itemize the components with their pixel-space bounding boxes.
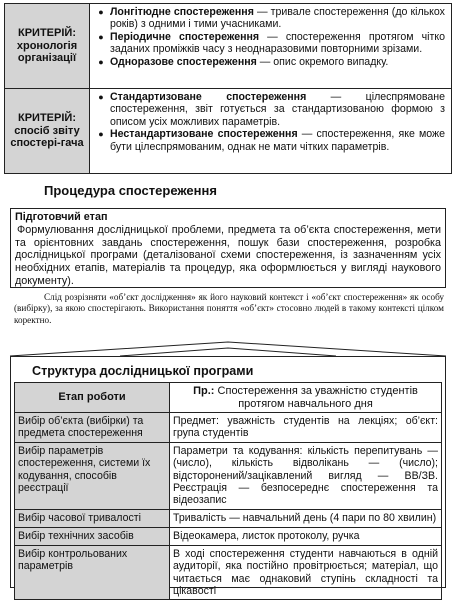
example-cell: Параметри та кодування: кількість перепитувань — (число), кількість відволікань — (число); відсторонений/зацікавлений вигляд — ВВ/ЗВ. Реєстрація — безпосереднє спостереження та відеозапис — [170, 442, 442, 509]
bullet-icon: ● — [98, 56, 104, 67]
table-header-row — [15, 383, 442, 413]
table-row — [15, 509, 442, 527]
stage-cell: Вибір контрольованих параметрів — [15, 545, 170, 600]
item-term: Нестандартизоване спостереження — [110, 128, 298, 141]
stage-cell: Вибір часової тривалості — [15, 509, 170, 527]
table-row — [15, 442, 442, 509]
column-header-example — [170, 383, 442, 413]
prep-title: Підготовчий етап — [15, 211, 108, 223]
item-text: — спостереження, яке може бути цілеспрямованим, однак не мати чітких параметрів. — [110, 128, 446, 153]
example-prefix: Пр.: — [193, 385, 215, 398]
bullet-icon: ● — [98, 129, 104, 140]
structure-table — [14, 382, 442, 600]
list-item — [92, 91, 445, 128]
stage-cell: Вибір технічних засобів — [15, 527, 170, 545]
list-item — [92, 128, 445, 153]
criteria-items — [90, 4, 452, 89]
item-term: Періодичне спостереження — [110, 30, 260, 43]
criteria-label: КРИТЕРІЙ: хронологія організації — [5, 4, 90, 89]
criteria-row — [5, 89, 452, 174]
item-text: — цілеспрямоване спостереження, звіт готується за стандартизованою формою з описом усіх можливих параметрів. — [110, 91, 445, 128]
stage-cell: Вибір об’єкта (вибірки) та предмета спостереження — [15, 413, 170, 443]
criteria-table — [4, 3, 452, 174]
example-cell: В ході спостереження студенти навчаються в одній аудиторії, яка постійно провітрюється; матеріал, що читається має однаковий ступінь складності та цікавості — [170, 545, 442, 600]
list-item — [92, 56, 445, 68]
table-row — [15, 413, 442, 443]
item-term: Стандартизоване спостереження — [110, 91, 307, 103]
item-text: — опис окремого випадку. — [256, 55, 389, 68]
criteria-items — [90, 89, 452, 174]
example-cell: Відеокамера, листок протоколу, ручка — [170, 527, 442, 545]
table-row — [15, 527, 442, 545]
criteria-label: КРИТЕРІЙ: спосіб звіту спостері-гача — [5, 89, 90, 174]
example-cell: Тривалість — навчальний день (4 пари по 80 хвилин) — [170, 509, 442, 527]
connector-arrow-icon — [0, 338, 456, 358]
item-term: Одноразове спостереження — [110, 55, 257, 68]
section-heading: Процедура спостереження — [44, 183, 217, 198]
bullet-icon: ● — [98, 92, 104, 102]
item-text: — спостереження протягом чітко заданих проміжків часу з неоднаразовими повторними зрізами. — [110, 30, 445, 56]
prep-box — [10, 208, 446, 288]
item-text: — тривале спостереження (до кількох років) з одними і тими учасниками. — [110, 6, 445, 31]
example-header-text: Спостереження за уважністю студентів протягом навчального дня — [214, 385, 418, 410]
note-text: Слід розрізняти «об’єкт дослідження» як його науковий контекст і «об’єкт спостереження» як особу (вибірку), за якою спостерігають. Використання поняття «об’єкт» стосовно людей в такому контексті цілком коректно. — [14, 292, 444, 325]
list-item — [92, 31, 445, 56]
criteria-row — [5, 4, 452, 89]
list-item — [92, 6, 445, 31]
bullet-icon: ● — [98, 7, 104, 17]
stage-cell: Вибір параметрів спостереження, системи їх кодування, способів реєстрації — [15, 442, 170, 509]
prep-body: Формулювання дослідницької проблеми, предмета та об’єкта спостереження, мети та орієнтовних завдань спостереження, пошук бази спостереження, розробка дослідницької програми (деталізованої схеми спостереження, із зазначенням усіх необхідних етапів, матеріалів та процедур, яка оформлюється у вигляді наукового документу). — [15, 223, 441, 287]
column-header-stage: Етап роботи — [15, 383, 170, 413]
example-cell: Предмет: уважність студентів на лекціях; об’єкт: група студентів — [170, 413, 442, 443]
structure-heading: Структура дослідницької програми — [32, 364, 254, 378]
bullet-icon: ● — [98, 31, 104, 42]
item-term: Лонгітюдне спостереження — [110, 6, 254, 18]
table-row — [15, 545, 442, 600]
